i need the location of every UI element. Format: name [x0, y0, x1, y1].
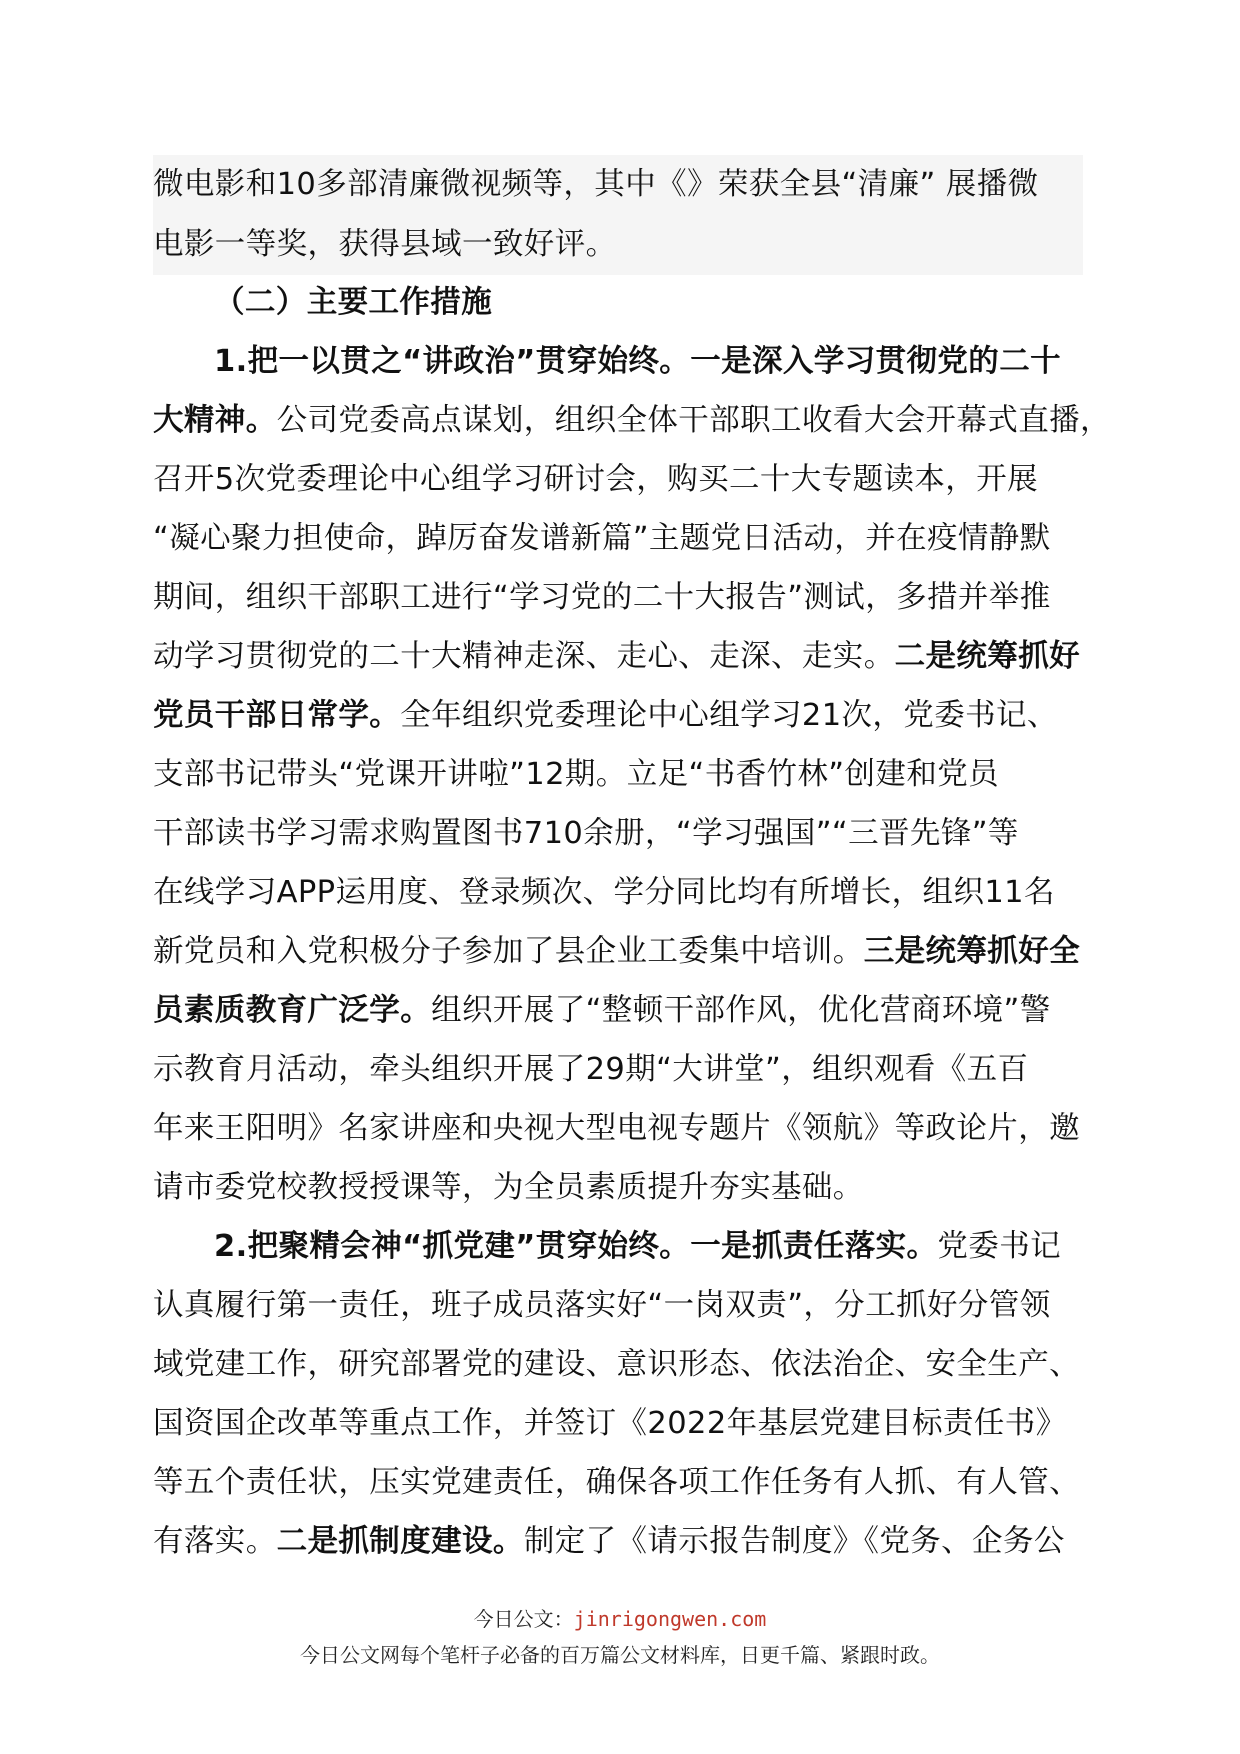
paragraph-line: 2.把聚精会神“抓党建”贯穿始终。一是抓责任落实。党委书记	[214, 1229, 1062, 1264]
paragraph-line: 示教育月活动，牵头组织开展了29期“大讲堂”，组织观看《五百	[153, 1052, 1029, 1087]
paragraph-line: 请市委党校教授授课等，为全员素质提升夯实基础。	[153, 1170, 864, 1205]
paragraph-line: 认真履行第一责任，班子成员落实好“一岗双责”，分工抓好分管领	[153, 1288, 1051, 1323]
paragraph-line: 1.把一以贯之“讲政治”贯穿始终。一是深入学习贯彻党的二十	[214, 344, 1061, 379]
paragraph-line: 新党员和入党积极分子参加了县企业工委集中培训。三是统筹抓好全	[153, 934, 1081, 969]
paragraph-line: 动学习贯彻党的二十大精神走深、走心、走深、走实。二是统筹抓好	[153, 639, 1081, 674]
paragraph-line: 微电影和10多部清廉微视频等，其中《》荣获全县“清廉” 展播微	[153, 155, 1083, 215]
paragraph-line: 党员干部日常学。全年组织党委理论中心组学习21次，党委书记、	[153, 698, 1058, 733]
section-heading: （二）主要工作措施	[214, 285, 493, 320]
paragraph-line: 大精神。公司党委高点谋划，组织全体干部职工收看大会开幕式直播，	[153, 403, 1111, 438]
paragraph-line: 在线学习APP运用度、登录频次、学分同比均有所增长，组织11名	[153, 875, 1055, 910]
paragraph-line: 有落实。二是抓制度建设。制定了《请示报告制度》《党务、企务公	[153, 1524, 1065, 1559]
paragraph-line: 年来王阳明》名家讲座和央视大型电视专题片《领航》等政论片，邀	[153, 1111, 1080, 1146]
footer-source	[0, 1604, 1240, 1634]
footer-url-link[interactable]: jinrigongwen.com	[573, 1607, 767, 1631]
paragraph-line: 支部书记带头“党课开讲啦”12期。立足“书香竹林”创建和党员	[153, 757, 1000, 792]
footer-slogan: 今日公文网每个笔杆子必备的百万篇公文材料库，日更千篇、紧跟时政。	[300, 1643, 940, 1667]
paragraph-line: 召开5次党委理论中心组学习研讨会，购买二十大专题读本，开展	[153, 462, 1039, 497]
paragraph-line: “凝心聚力担使命，踔厉奋发谱新篇”主题党日活动，并在疫情静默	[153, 521, 1051, 556]
paragraph-line: 域党建工作，研究部署党的建设、意识形态、依法治企、安全生产、	[153, 1347, 1080, 1382]
paragraph-line: 期间，组织干部职工进行“学习党的二十大报告”测试，多措并举推	[153, 580, 1051, 615]
paragraph-line: 国资国企改革等重点工作，并签订《2022年基层党建目标责任书》	[153, 1406, 1067, 1441]
paragraph-line: 员素质教育广泛学。组织开展了“整顿干部作风，优化营商环境”警	[153, 993, 1051, 1028]
paragraph-line: 等五个责任状，压实党建责任，确保各项工作任务有人抓、有人管、	[153, 1465, 1080, 1500]
paragraph-line: 干部读书学习需求购置图书710余册，“学习强国”“三晋先锋”等	[153, 816, 1019, 851]
paragraph-line: 电影一等奖，获得县域一致好评。	[153, 215, 1083, 275]
footer-label: 今日公文：	[473, 1607, 574, 1631]
